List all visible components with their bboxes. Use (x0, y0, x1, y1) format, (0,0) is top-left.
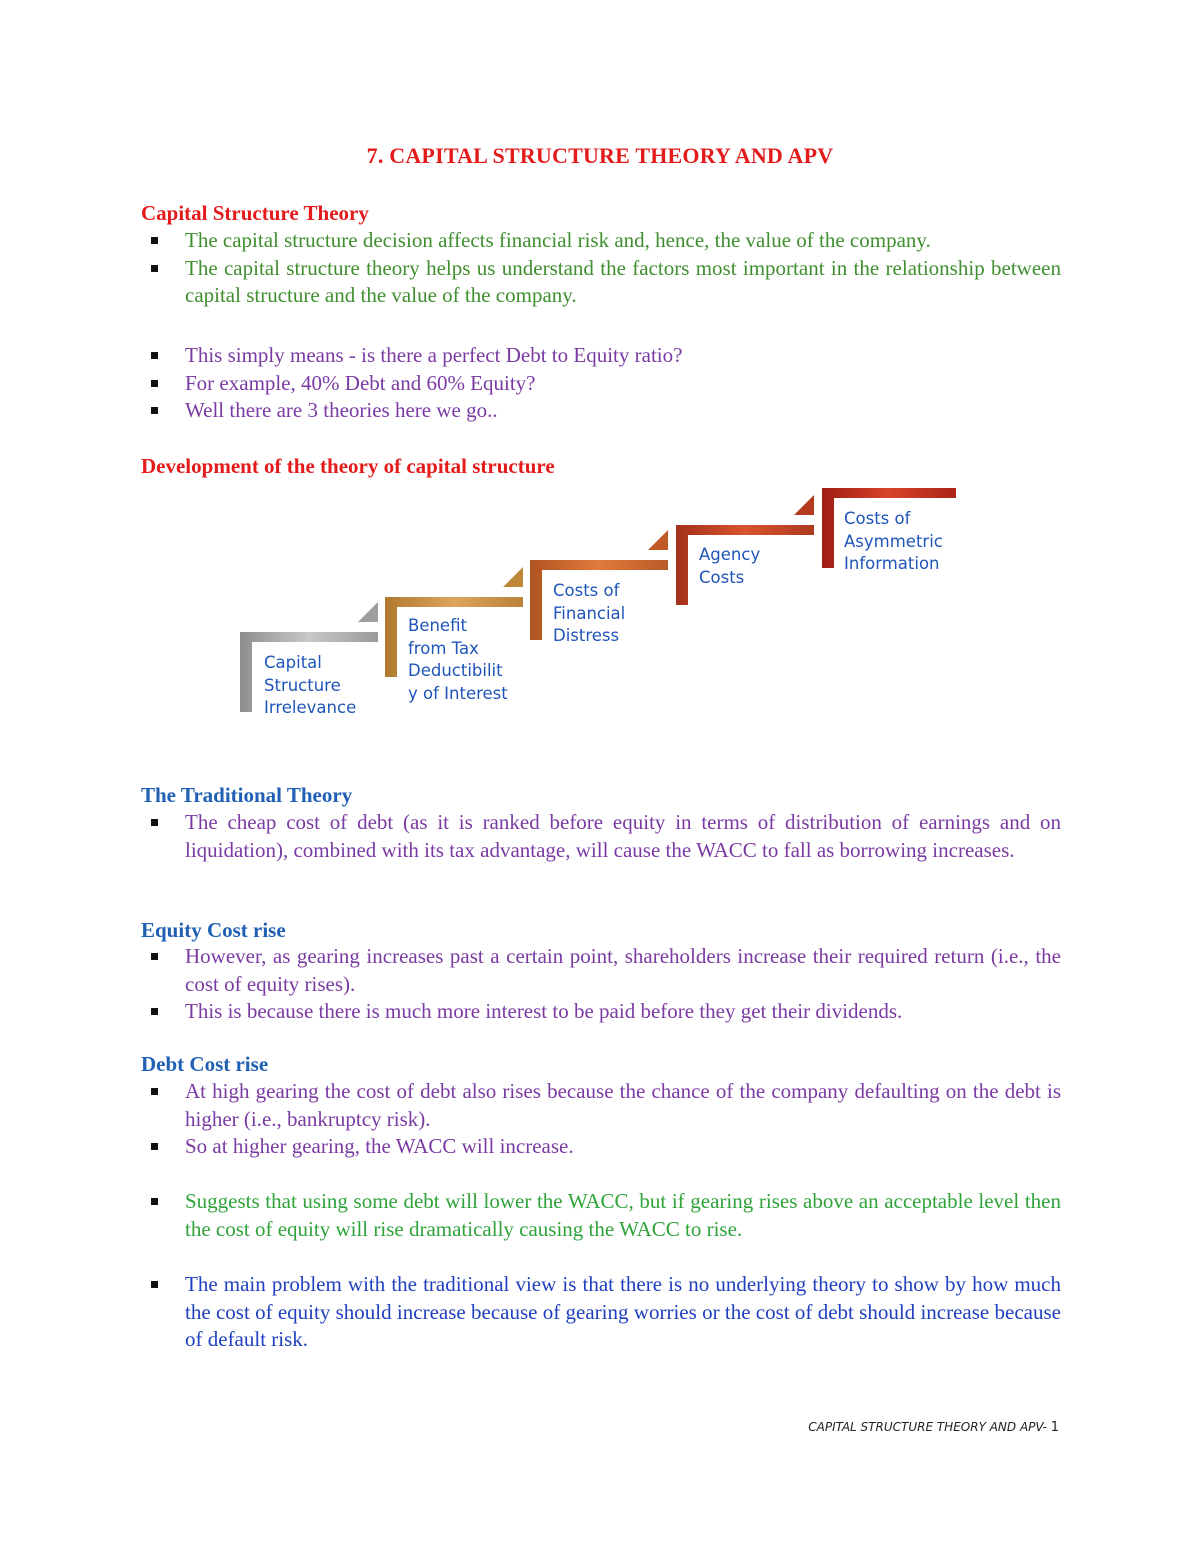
list-item: However, as gearing increases past a certain point, shareholders increase their required return (i.e., the cost of equity rises). (141, 943, 1061, 998)
capital-structure-staircase-diagram (230, 480, 970, 730)
step-label-asymmetric-information: Costs of Asymmetric Information (844, 509, 943, 573)
traditional-problem-list (141, 1271, 1061, 1354)
list-item: The capital structure decision affects financial risk and, hence, the value of the company. (141, 227, 1061, 255)
square-bullet-icon (151, 1088, 158, 1095)
square-bullet-icon (151, 953, 158, 960)
square-bullet-icon (151, 380, 158, 387)
list-item: Well there are 3 theories here we go.. (141, 397, 1061, 425)
debt-cost-heading: Debt Cost rise (141, 1052, 269, 1076)
capital-structure-heading: Capital Structure Theory (141, 201, 369, 225)
list-item: The main problem with the traditional view is that there is no underlying theory to show by how much the cost of equity should increase because of gearing worries or the cost of debt should increase because of default risk. (141, 1271, 1061, 1354)
traditional-theory-heading: The Traditional Theory (141, 783, 353, 807)
traditional-theory-list (141, 809, 1061, 864)
page-title: 7. CAPITAL STRUCTURE THEORY AND APV (366, 143, 834, 168)
step-label-agency-costs: Agency Costs (699, 545, 761, 587)
equity-cost-list (141, 943, 1061, 1026)
capital-structure-list (141, 227, 1061, 310)
square-bullet-icon (151, 819, 158, 826)
square-bullet-icon (151, 1008, 158, 1015)
development-heading: Development of the theory of capital structure (141, 454, 555, 478)
square-bullet-icon (151, 352, 158, 359)
square-bullet-icon (151, 265, 158, 272)
square-bullet-icon (151, 407, 158, 414)
wacc-summary-list (141, 1188, 1061, 1243)
footer-title: CAPITAL STRUCTURE THEORY AND APV- (808, 1420, 1051, 1434)
square-bullet-icon (151, 237, 158, 244)
step-label-tax-deductibility: Benefit from Tax Deductibilit y of Interest (408, 616, 508, 703)
square-bullet-icon (151, 1143, 158, 1150)
list-item: Suggests that using some debt will lower the WACC, but if gearing rises above an acceptable level then the cost of equity will rise dramatically causing the WACC to rise. (141, 1188, 1061, 1243)
page-footer (808, 1420, 1059, 1435)
debt-cost-list (141, 1078, 1061, 1161)
square-bullet-icon (151, 1198, 158, 1205)
list-item: The cheap cost of debt (as it is ranked before equity in terms of distribution of earnings and on liquidation), combined with its tax advantage, will cause the WACC to fall as borrowing increases. (141, 809, 1061, 864)
list-item: This is because there is much more interest to be paid before they get their dividends. (141, 998, 1061, 1026)
step-label-capital-structure-irrelevance: Capital Structure Irrelevance (264, 653, 357, 717)
list-item: This simply means - is there a perfect Debt to Equity ratio? (141, 342, 1061, 370)
list-item: At high gearing the cost of debt also rises because the chance of the company defaulting on the debt is higher (i.e., bankruptcy risk). (141, 1078, 1061, 1133)
list-item: The capital structure theory helps us understand the factors most important in the relationship between capital structure and the value of the company. (141, 255, 1061, 310)
list-item: So at higher gearing, the WACC will increase. (141, 1133, 1061, 1161)
square-bullet-icon (151, 1281, 158, 1288)
page-number: 1 (1050, 1420, 1059, 1435)
step-label-financial-distress: Costs of Financial Distress (553, 581, 626, 645)
equity-cost-heading: Equity Cost rise (141, 918, 286, 942)
debt-equity-list (141, 342, 1061, 425)
list-item: For example, 40% Debt and 60% Equity? (141, 370, 1061, 398)
